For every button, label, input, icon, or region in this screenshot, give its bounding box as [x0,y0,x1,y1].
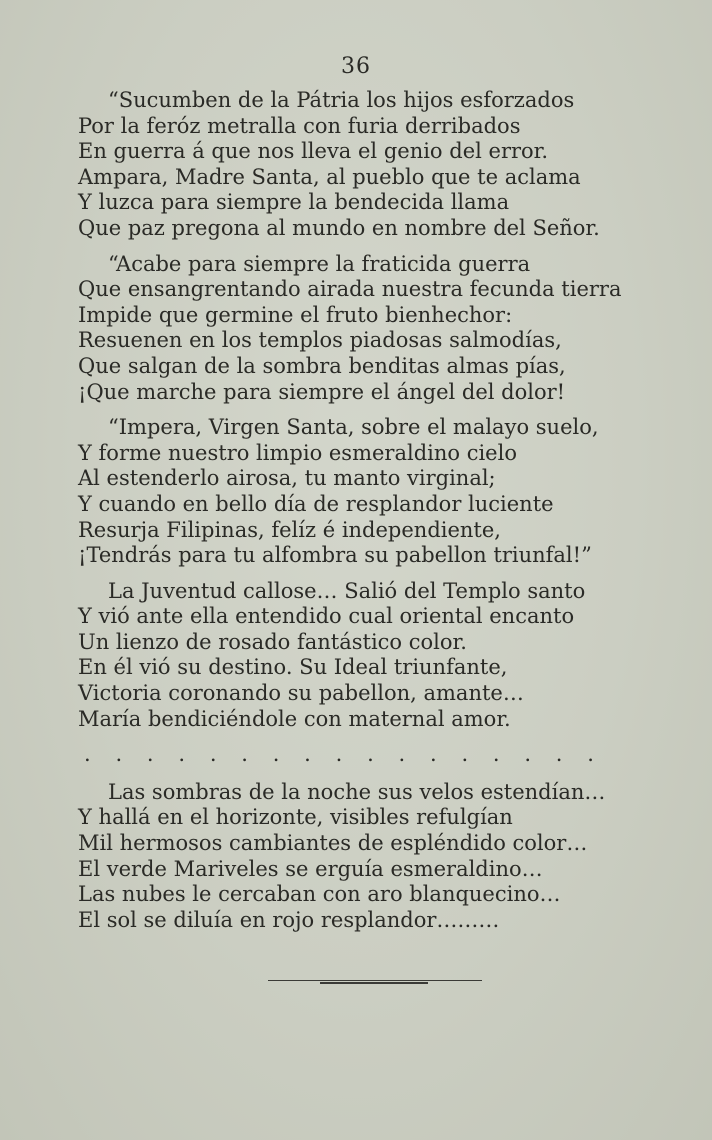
verse-line: Y vió ante ella entendido cual oriental encanto [78,604,575,629]
separator-dot: . [492,742,500,767]
verse-line: “Impera, Virgen Santa, sobre el malayo suelo, [108,415,599,440]
closing-rule [268,978,482,986]
verse-line: El sol se diluía en rojo resplandor……… [78,907,500,932]
verse-line: Que ensangrentando airada nuestra fecunda tierra [78,277,622,302]
verse-line: Y luzca para siempre la bendecida llama [78,190,510,215]
verse-line: Que salgan de la sombra benditas almas pías, [78,353,566,378]
separator-dot: . [115,742,123,767]
verse-line: Por la feróz metralla con furia derribados [78,113,521,138]
separator-dot: . [241,742,248,767]
verse-line: Victoria coronando su pabellon, amante… [78,681,524,706]
separator-dot: . [367,742,374,767]
verse-line: En él vió su destino. Su Ideal triunfante, [78,655,508,680]
poem-body [78,88,678,943]
verse-line: Y forme nuestro limpio esmeraldino cielo [78,440,517,465]
separator-dot: . [524,742,532,767]
separator-dot: . [209,742,217,767]
rule-line-thick [320,982,428,984]
verse-line: En guerra á que nos lleva el genio del error. [78,139,549,164]
separator-dot: . [272,742,280,767]
verse-line: María bendiciéndole con maternal amor. [78,706,511,731]
verse-line: Mil hermosos cambiantes de espléndido color… [78,831,588,856]
stanza-3 [78,415,678,569]
verse-line: Que paz pregona al mundo en nombre del Señor. [78,215,600,240]
separator-dot: . [587,742,594,767]
closing-stanza [78,780,678,934]
verse-line: Las nubes le cercaban con aro blanquecino… [78,882,561,907]
verse-line: ¡Que marche para siempre el ángel del dolor! [78,379,566,404]
page-number: 36 [341,54,371,79]
verse-line: Al estenderlo airosa, tu manto virginal; [78,466,496,491]
separator-dot: . [304,742,311,767]
verse-line: Resuenen en los templos piadosas salmodías, [78,328,562,353]
separator-dot: . [84,742,91,767]
verse-line: Un lienzo de rosado fantástico color. [78,629,467,654]
separator-dot: . [178,742,186,767]
verse-line: Y cuando en bello día de resplandor luciente [78,491,554,516]
verse-line: “Acabe para siempre la fraticida guerra [108,251,531,276]
separator-dot: . [398,742,406,767]
separator-dot: . [429,742,437,767]
verse-line: Las sombras de la noche sus velos estendían… [108,779,606,804]
separator-dot: . [461,742,469,767]
separator-dot: . [335,742,343,767]
rule-line-thin [268,980,482,981]
dotted-separator [78,742,594,768]
verse-line: Y hallá en el horizonte, visibles refulgían [78,805,513,830]
verse-line: El verde Mariveles se erguía esmeraldino… [78,856,543,881]
separator-dot: . [146,742,154,767]
verse-line: ¡Tendrás para tu alfombra su pabellon triunfal!” [78,543,592,568]
verse-line: Impide que germine el fruto bienhechor: [78,302,513,327]
stanza-1 [78,88,678,242]
verse-line: La Juventud callose… Salió del Templo santo [108,578,586,603]
stanza-4 [78,579,678,733]
verse-line: “Sucumben de la Pátria los hijos esforzados [108,88,575,112]
stanza-2 [78,252,678,406]
verse-line: Ampara, Madre Santa, al pueblo que te aclama [78,164,581,189]
separator-dot: . [555,742,563,767]
verse-line: Resurja Filipinas, felíz é independiente, [78,517,501,542]
